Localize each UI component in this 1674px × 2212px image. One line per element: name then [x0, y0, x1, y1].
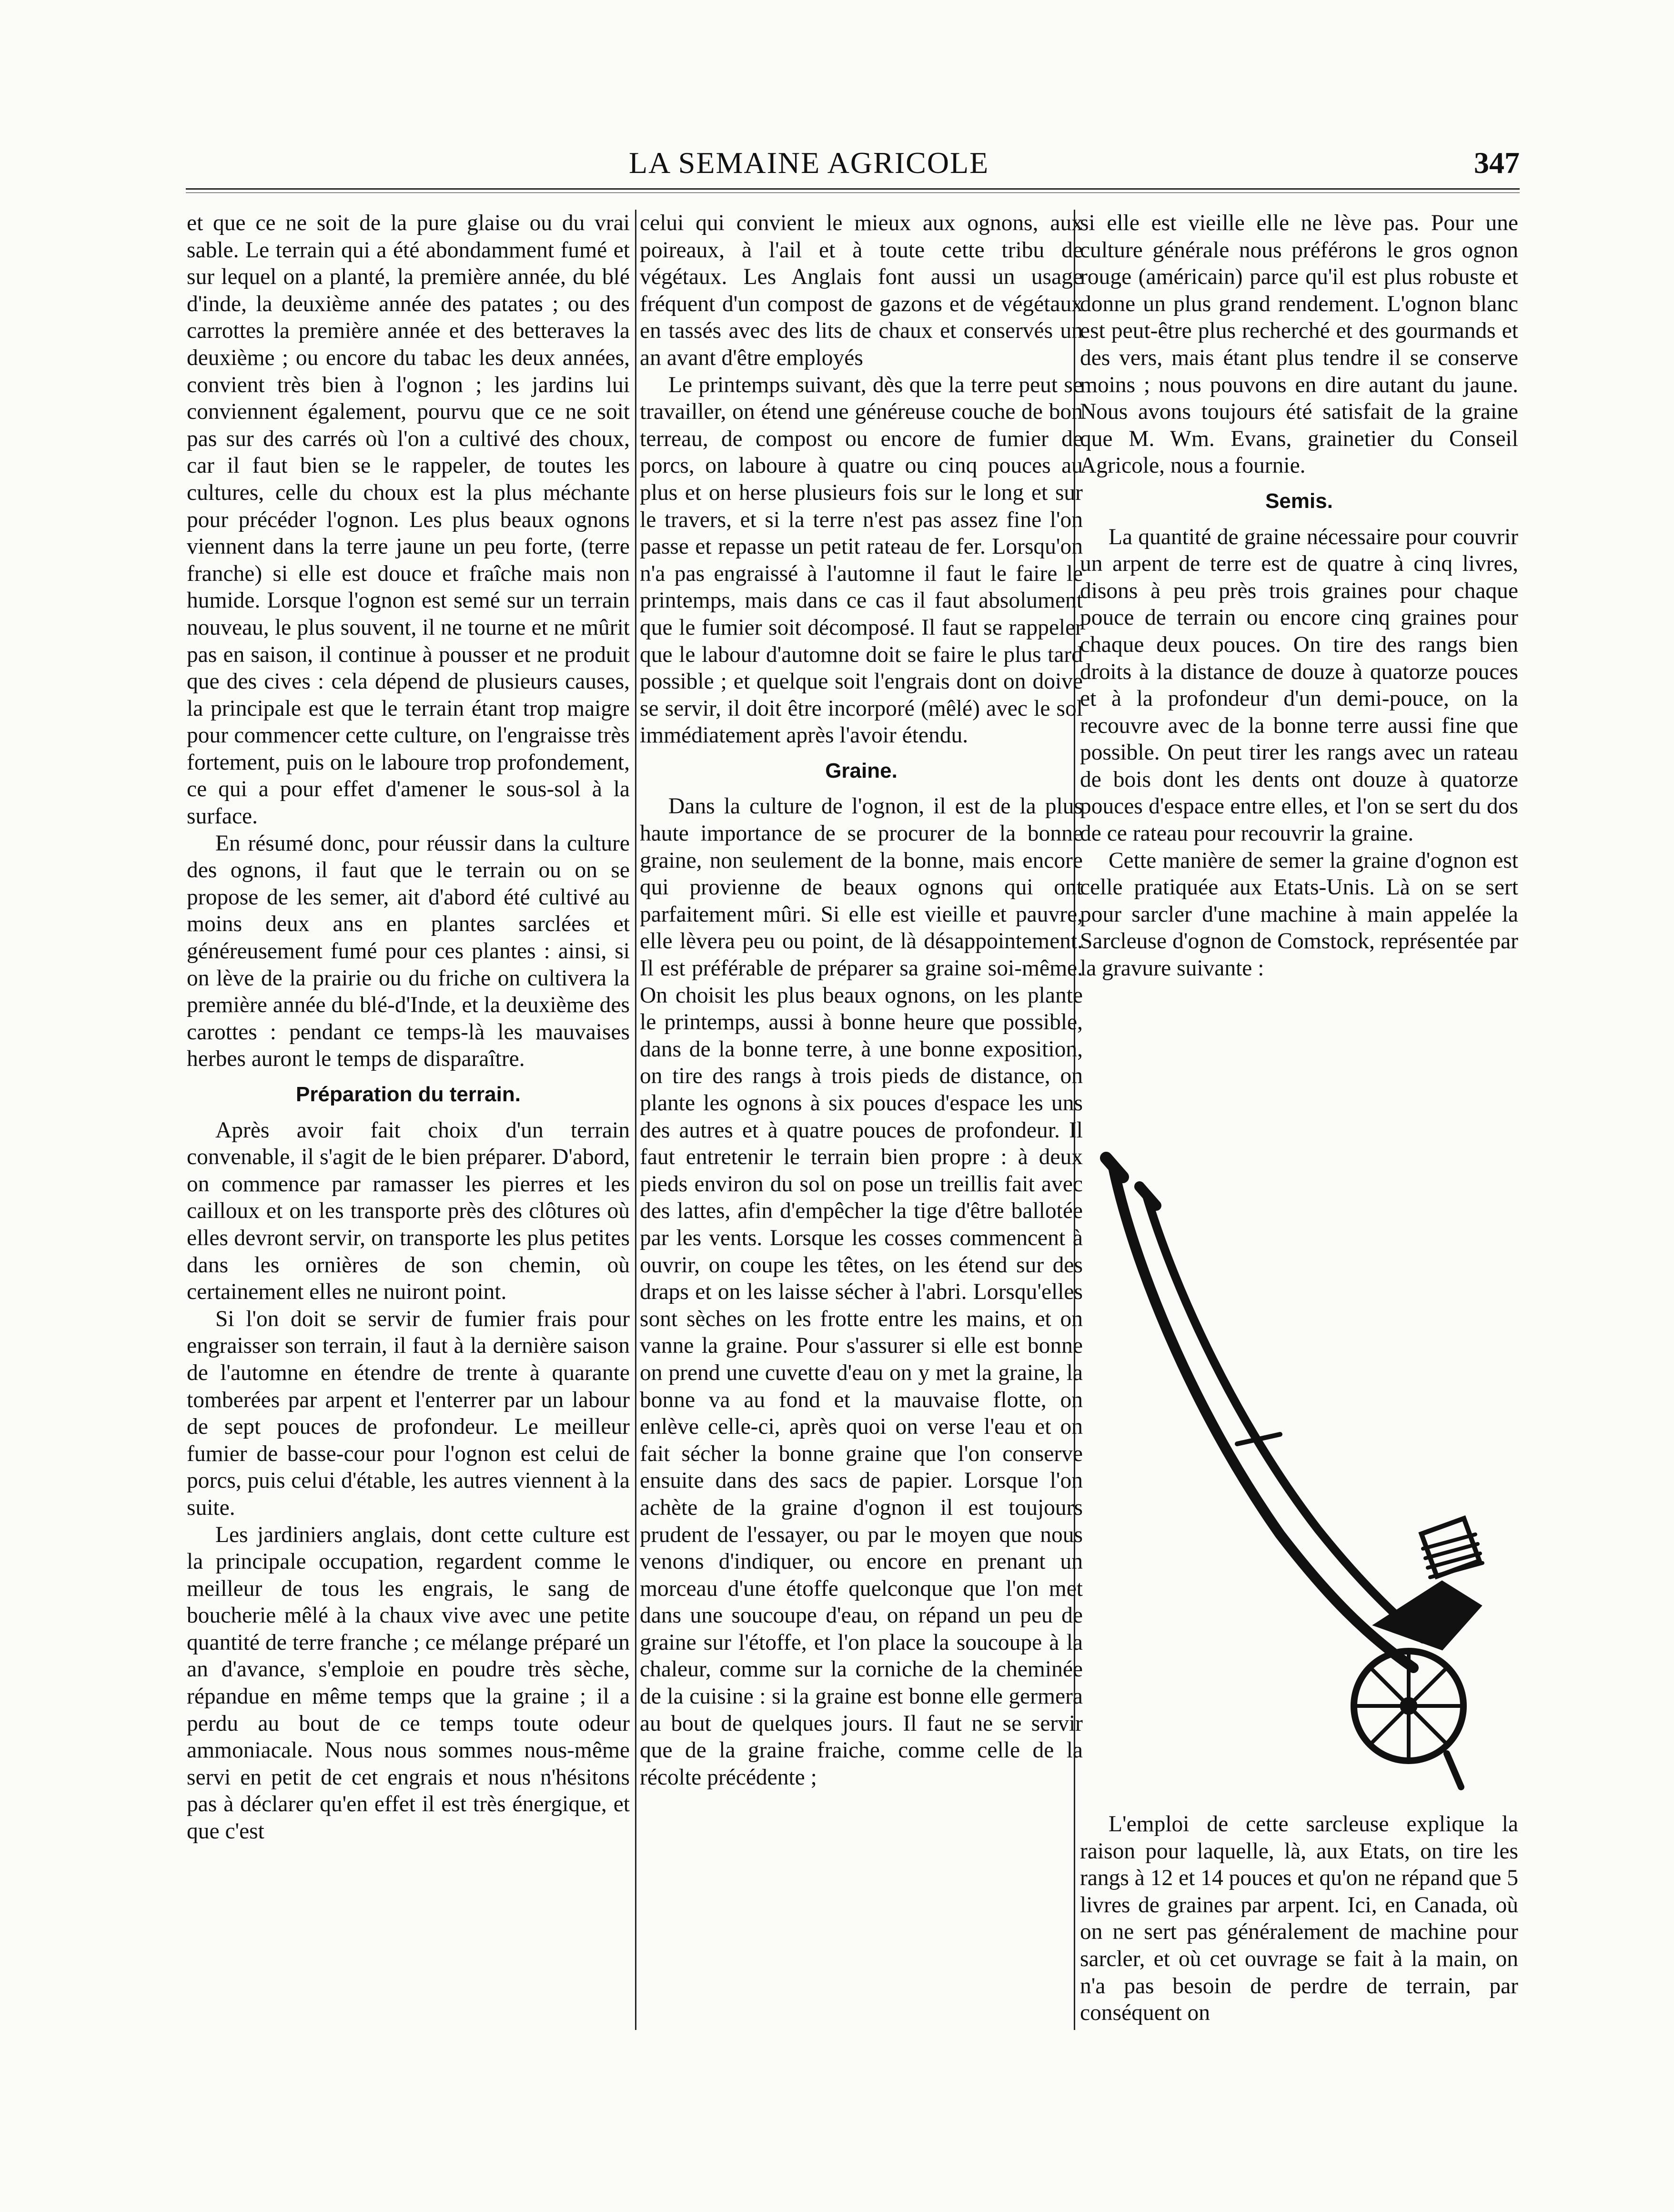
paragraph: si elle est vieille elle ne lève pas. Pour une culture générale nous préférons le gros ognon rouge (américain) parce qu'il est plus robuste et donne un plus grand rendement. L'ognon blanc est peut-être plus recherché et des gourmands et des vers, mais étant plus tendre il se conserve moins ; nous pouvons en dire autant du jaune. Nous avons toujours été satisfait de la graine que M. Wm. Evans, grainetier du Conseil Agricole, nous a fournie.	[1080, 211, 1518, 478]
column-divider	[635, 210, 636, 2030]
header-rule	[186, 188, 1520, 193]
paragraph: Les jardiniers anglais, dont cette culture est la principale occupation, regardent comme le meilleur de tous les engrais, le sang de boucherie mêlé à la chaux vive avec une petite quantité de terre franche ; ce mélange préparé un an d'avance, s'emploie en poudre très sèche, répandue en même temps que la graine ; il a perdu au bout de ce temps toute odeur ammoniacale. Nous nous sommes nous-même servi en petit de cet engrais et nous n'hésitons pas à déclarer qu'en effet il est très énergique, et que c'est	[187, 1522, 630, 1844]
paragraph: L'emploi de cette sarcleuse explique la raison pour laquelle, là, aux Etats, on tire les rangs à 12 et 14 pouces et qu'on ne répand que 5 livres de graines par arpent. Ici, en Canada, où on ne sert pas généralement de machine pour sarcler, et où cet ouvrage se fait à la main, on n'a pas besoin de perdre de terrain, par conséquent on	[1080, 1812, 1519, 2026]
paragraph: En résumé donc, pour réussir dans la culture des ognons, il faut que le terrain ou on se propose de les semer, ait d'abord été cultivé au moins deux ans en plantes sarclées et généreusement fumé pour ces plantes : ainsi, si on lève de la prairie ou du friche on cultivera la première année du blé-d'Inde, et la deuxième des carottes : pendant ce temps-là les mauvaises herbes auront le temps de disparaître.	[187, 831, 630, 1072]
paragraph: et que ce ne soit de la pure glaise ou du vrai sable. Le terrain qui a été abondamment fumé et sur lequel on a planté, la première année, du blé d'inde, la deuxième année des patates ; ou des carrottes la première année et des betteraves la deuxième ; ou encore du tabac les deux années, convient très bien à l'ognon ; les jardins lui conviennent également, pourvu que ce ne soit pas sur des carrés où l'on a cultivé des choux, car il faut bien se le rappeler, de toutes les cultures, celle du choux est la plus méchante pour précéder l'ognon. Les plus beaux ognons viennent dans la terre jaune un peu forte, (terre franche) si elle est douce et fraîche mais non humide. Lorsque l'ognon est semé sur un terrain nouveau, le plus souvent, il ne tourne et ne mûrit pas en saison, il continue à pousser et ne produit que des cives : cela dépend de plusieurs causes, la principale est que le terrain étant trop maigre pour commencer cette culture, on l'engraisse très fortement, puis on le laboure trop profondement, ce qui a pour effet d'amener le sous-sol à la surface.	[187, 211, 630, 829]
section-heading: Graine.	[825, 759, 898, 782]
paragraph: Dans la culture de l'ognon, il est de la plus haute importance de se procurer de la bonne graine, non seulement de la bonne, mais encore qui provienne de beaux ognons qui ont parfaitement mûri. Si elle est vieille et pauvre, elle lèvera peu ou point, de là désappointement. Il est préférable de préparer sa graine soi-même. On choisit les plus beaux ognons, on les plante le printemps, aussi à bonne heure que possible, dans de la bonne terre, à une bonne exposition, on tire des rangs à trois pieds de distance, on plante les ognons à six pouces d'espace les uns des autres et à quatre pouces de profondeur. Il faut entretenir le terrain bien propre : à deux pieds environ du sol on pose un treillis fait avec des lattes, afin d'empêcher la tige d'être ballotée par les vents. Lorsque les cosses commencent à ouvrir, on coupe les têtes, on les étend sur des draps et on les laisse sécher à l'abri. Lorsqu'elles sont sèches on les frotte entre les mains, et on vanne la graine. Pour s'assurer si elle est bonne on prend une cuvette d'eau on y met la graine, la bonne va au fond et la mauvaise flotte, on enlève celle-ci, après quoi on verse l'eau et on fait sécher la bonne graine que l'on conserve ensuite dans des sacs de papier. Lorsque l'on achète de la graine d'ognon il est toujours prudent de l'essayer, ou par le moyen que nous venons d'indiquer, ou encore en prenant un morceau d'une étoffe quelconque que l'on met dans une soucoupe d'eau, on répand un peu de graine sur l'étoffe, et l'on place la soucoupe à la chaleur, comme sur la corniche de la cheminée de la cuisine : si la graine est bonne elle germera au bout de quelques jours. Il faut ne se servir que de la graine fraiche, comme celle de la récolte précédente ;	[640, 794, 1083, 1790]
paragraph: Cette manière de semer la graine d'ognon est celle pratiquée aux Etats-Unis. Là on se sert pour sarcler d'une machine à main appelée la Sarcleuse d'ognon de Comstock, représentée par la gravure suivante :	[1080, 848, 1518, 981]
column-1	[187, 210, 630, 1845]
column-3	[1080, 210, 1518, 982]
paragraph: Le printemps suivant, dès que la terre peut se travailler, on étend une généreuse couche de bon terreau, de compost ou encore de fumier de porcs, on laboure à quatre ou cinq pouces au plus et on herse plusieurs fois sur le long et sur le travers, et si la terre n'est pas assez fine l'on passe et repasse un petit rateau de fer. Lorsqu'on n'a pas engraissé à l'automne il faut le faire le printemps, mais dans ce cas il faut absolument que le fumier soit décomposé. Il faut se rappeler que le labour d'automne doit se faire le plus tard possible ; et quelque soit l'engrais dont on doive se servir, il doit être incorporé (mêlé) avec le sol immédiatement après l'avoir étendu.	[640, 372, 1083, 748]
section-heading: Semis.	[1265, 489, 1333, 513]
journal-title: LA SEMAINE AGRICOLE	[629, 146, 989, 180]
page-header	[186, 145, 1520, 183]
figure-caption	[1080, 1811, 1518, 2027]
column-2	[640, 210, 1083, 1791]
paragraph: Après avoir fait choix d'un terrain convenable, il s'agit de le bien préparer. D'abord, on commence par ramasser les pierres et les cailloux et on les transporte près des clôtures où elles devront servir, on transporte les plus petites dans les ornières de son chemin, où certainement elles ne nuiront point.	[187, 1117, 630, 1305]
paragraph: celui qui convient le mieux aux ognons, aux poireaux, à l'ail et à toute cette tribu de végétaux. Les Anglais font aussi un usage fréquent d'un compost de gazons et de végétaux en tassés avec des lits de chaux et conservés un an avant d'être employés	[640, 211, 1083, 370]
paragraph: Si l'on doit se servir de fumier frais pour engraisser son terrain, il faut à la dernière saison de l'automne en étendre de trente à quarante tomberées par arpent et l'enterrer par un labour de sept pouces de profondeur. Le meilleur fumier de basse-cour pour l'ognon est celui de porcs, puis celui d'étable, les autres viennent à la suite.	[187, 1306, 630, 1520]
paragraph: La quantité de graine nécessaire pour couvrir un arpent de terre est de quatre à cinq livres, disons à peu près trois graines pour chaque pouce de terrain ou encore cinq graines pour chaque deux pouces. On tire des rangs bien droits à la distance de douze à quatorze pouces et à la profondeur d'un demi-pouce, on la recouvre avec de la bonne terre aussi fine que possible. On peut tirer les rangs avec un rateau de bois dont les dents ont douze à quatorze pouces d'espace entre elles, et l'on se sert du dos de ce rateau pour recouvrir la graine.	[1080, 524, 1518, 846]
page-number: 347	[1474, 146, 1520, 180]
section-heading: Préparation du terrain.	[296, 1083, 521, 1106]
weeder-engraving	[1080, 1139, 1518, 1792]
